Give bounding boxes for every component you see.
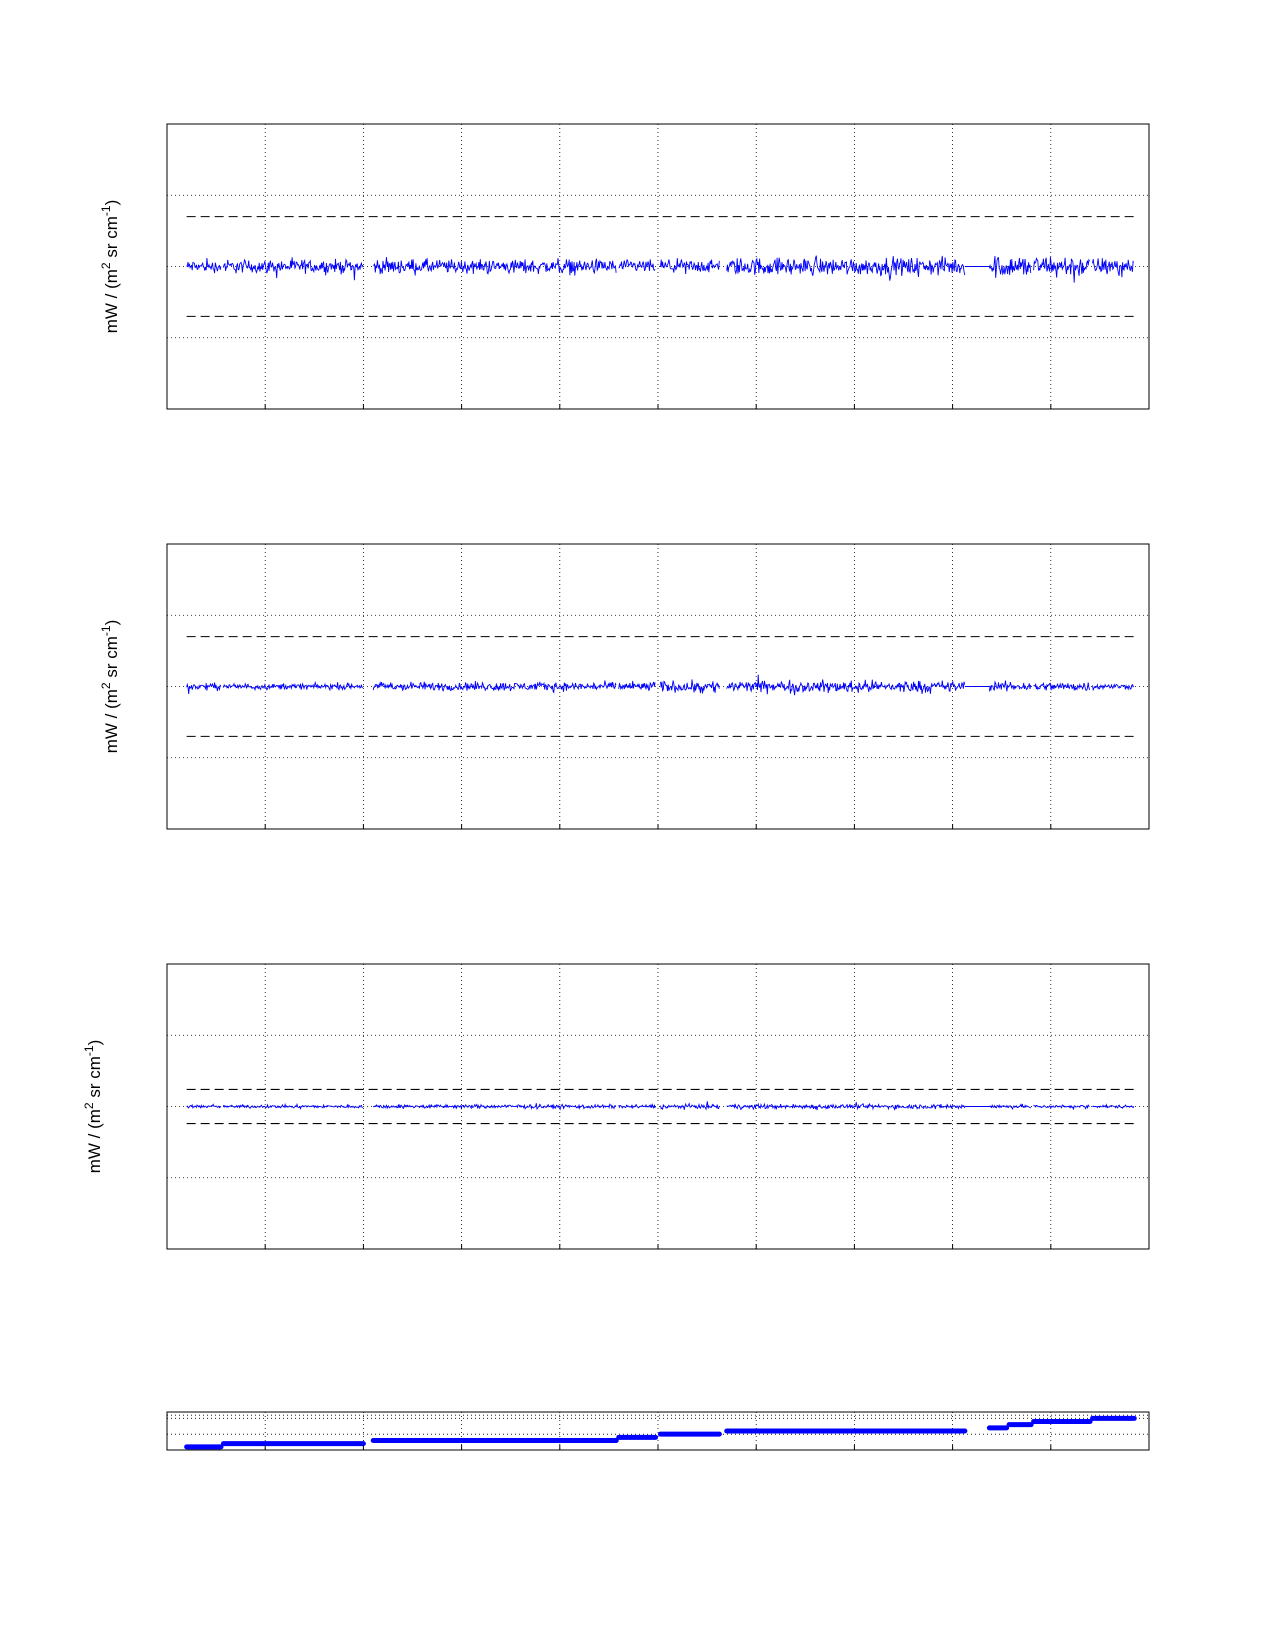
y-axis-label: [82, 1040, 104, 1174]
y-axis-label-part: ): [102, 619, 121, 626]
series-segment-5: [661, 679, 720, 693]
series-segment-2: [224, 257, 363, 280]
series-segment-9: [1093, 258, 1134, 277]
y-axis-label-part: 2: [99, 682, 113, 690]
y-axis-label-part: -1: [99, 205, 113, 217]
series-segment-2: [224, 1104, 363, 1108]
y-axis-label-part: 2: [82, 1102, 96, 1110]
chart-panel-4: [167, 1412, 1149, 1450]
series-radiance: [187, 256, 1134, 283]
series-segment-7: [989, 256, 1030, 278]
series-segment-6: [727, 256, 965, 281]
series-radiance: [187, 675, 1134, 696]
series-segment-6: [727, 1102, 965, 1110]
series-segment-4: [619, 681, 655, 690]
y-axis-label-part: mW / (m: [102, 689, 121, 754]
series-segment-8: [1034, 683, 1090, 691]
series-segment-9: [1093, 685, 1134, 690]
y-axis-label-part: 2: [99, 262, 113, 270]
chart-panel-2: [99, 544, 1149, 829]
series-segment-8: [1034, 257, 1090, 283]
series-segment-3: [373, 1103, 616, 1109]
series-segment-8: [1034, 1105, 1090, 1110]
series-segment-6: [727, 675, 965, 696]
series-segment-4: [619, 259, 655, 271]
series-radiance: [187, 1101, 1134, 1110]
series-segment-7: [989, 681, 1030, 692]
y-axis-label: [99, 200, 121, 334]
series-segment-5: [661, 258, 720, 274]
y-axis-label-part: ): [85, 1039, 104, 1046]
series-segment-2: [224, 682, 363, 690]
series-segment-index: [187, 1418, 1135, 1447]
y-axis-label-part: sr cm: [85, 1056, 104, 1103]
y-axis-label-part: mW / (m: [85, 1109, 104, 1174]
chart-panel-3: [82, 964, 1149, 1249]
series-segment-1: [187, 683, 221, 695]
y-axis-label-part: -1: [82, 1045, 96, 1057]
series-segment-1: [187, 1104, 221, 1108]
y-axis-label-part: -1: [99, 625, 113, 637]
y-axis-label-part: sr cm: [102, 216, 121, 263]
series-segment-5: [661, 1101, 720, 1109]
y-axis-label-part: ): [102, 199, 121, 206]
y-axis-label-part: mW / (m: [102, 269, 121, 334]
series-segment-9: [1093, 1105, 1134, 1108]
series-segment-4: [619, 1105, 655, 1108]
y-axis-label: [99, 620, 121, 754]
chart-panel-1: [99, 124, 1149, 409]
y-axis-label-part: sr cm: [102, 636, 121, 683]
series-segment-1: [187, 258, 221, 273]
